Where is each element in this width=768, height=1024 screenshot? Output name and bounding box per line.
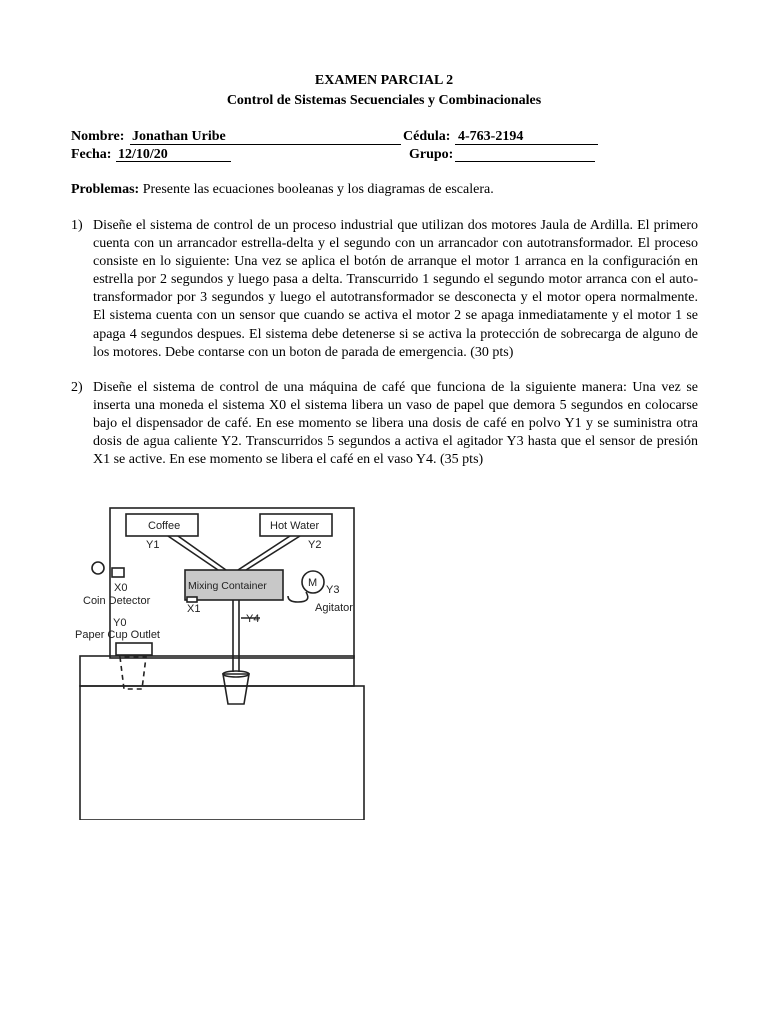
name-underline <box>130 144 401 145</box>
problems-label: Problemas: <box>71 182 140 197</box>
name-value: Jonathan Uribe <box>132 129 226 144</box>
question-1-number: 1) <box>71 218 83 233</box>
date-underline <box>116 161 231 162</box>
coin-detector-label: Coin Detector <box>83 595 151 607</box>
y1-label: Y1 <box>146 539 160 551</box>
problems-line <box>71 181 494 199</box>
mixing-label: Mixing Container <box>188 580 267 592</box>
question-1 <box>71 217 698 362</box>
cup-outlet <box>116 643 152 655</box>
question-2 <box>71 379 698 469</box>
coffee-label: Coffee <box>148 520 181 532</box>
y3-label: Y3 <box>326 584 340 596</box>
counter-box <box>80 686 364 820</box>
exam-title: EXAMEN PARCIAL 2 <box>314 73 454 88</box>
y4-label: Y4 <box>246 613 260 625</box>
cup <box>223 674 249 704</box>
hot-water-label: Hot Water <box>270 520 320 532</box>
x0-label: X0 <box>114 582 128 594</box>
question-1-text: Diseñe el sistema de control de un proceso industrial que utilizan dos motores Jaula de Ardilla. El primero cuenta con un arrancador estrella-delta y el segundo con un arrancador con autotransformador. El proceso consiste en lo siguiente: Una vez se aplica el botón de arranque el motor 1 arranca en la configuración en estrella por 2 segundos y luego pasa a delta. Transcurrido 1 segundo el segundo motor arranca con el auto-transformador por 3 segundos y luego el autotransformador se desconecta y el motor opera normalmente. El sistema cuenta con un sensor que cuando se activa el motor 2 se apaga inmediatamente y el motor 1 se apaga 4 segundos despues. El sistema debe detenerse si se activa la protección de sobrecarga de alguno de los motores. Debe contarse con un boton de parada de emergencia. (30 pts) <box>93 218 698 360</box>
problems-instruction: Presente las ecuaciones booleanas y los diagramas de escalera. <box>142 182 494 197</box>
date-value: 12/10/20 <box>118 147 168 162</box>
agitator-label: Agitator <box>315 602 353 614</box>
group-label: Grupo: <box>409 147 454 162</box>
question-2-text: Diseñe el sistema de control de una máquina de café que funciona de la siguiente manera: Una vez se inserta una moneda el sistema X0 el sistema libera un vaso de papel que demora 5 segundos en colocarse bajo el dispensador de café. En ese momento se libera una dosis de café en polvo Y1 y se suministra otra dosis de agua caliente Y2. Transcurridos 5 segundos a activa el agitador Y3 hasta que el sensor de presión X1 se active. En ese momento se libera el café en el vaso Y4. (35 pts) <box>93 380 698 468</box>
x1-label: X1 <box>187 603 201 615</box>
cedula-underline <box>455 144 598 145</box>
question-2-number: 2) <box>71 380 83 395</box>
name-label: Nombre: <box>71 129 125 144</box>
y2-label: Y2 <box>308 539 322 551</box>
cedula-value: 4-763-2194 <box>458 129 524 144</box>
coin-detector <box>112 568 124 577</box>
motor-label: M <box>308 577 318 589</box>
cup-outlet-label: Paper Cup Outlet <box>75 629 160 641</box>
date-label: Fecha: <box>71 147 112 162</box>
cedula-label: Cédula: <box>403 129 451 144</box>
coffee-machine-svg <box>70 500 370 820</box>
y0-label: Y0 <box>113 617 127 629</box>
group-underline <box>455 161 595 162</box>
exam-subtitle: Control de Sistemas Secuenciales y Combinacionales <box>226 93 542 108</box>
coin-slot <box>92 562 104 574</box>
coffee-machine-diagram <box>70 500 370 820</box>
